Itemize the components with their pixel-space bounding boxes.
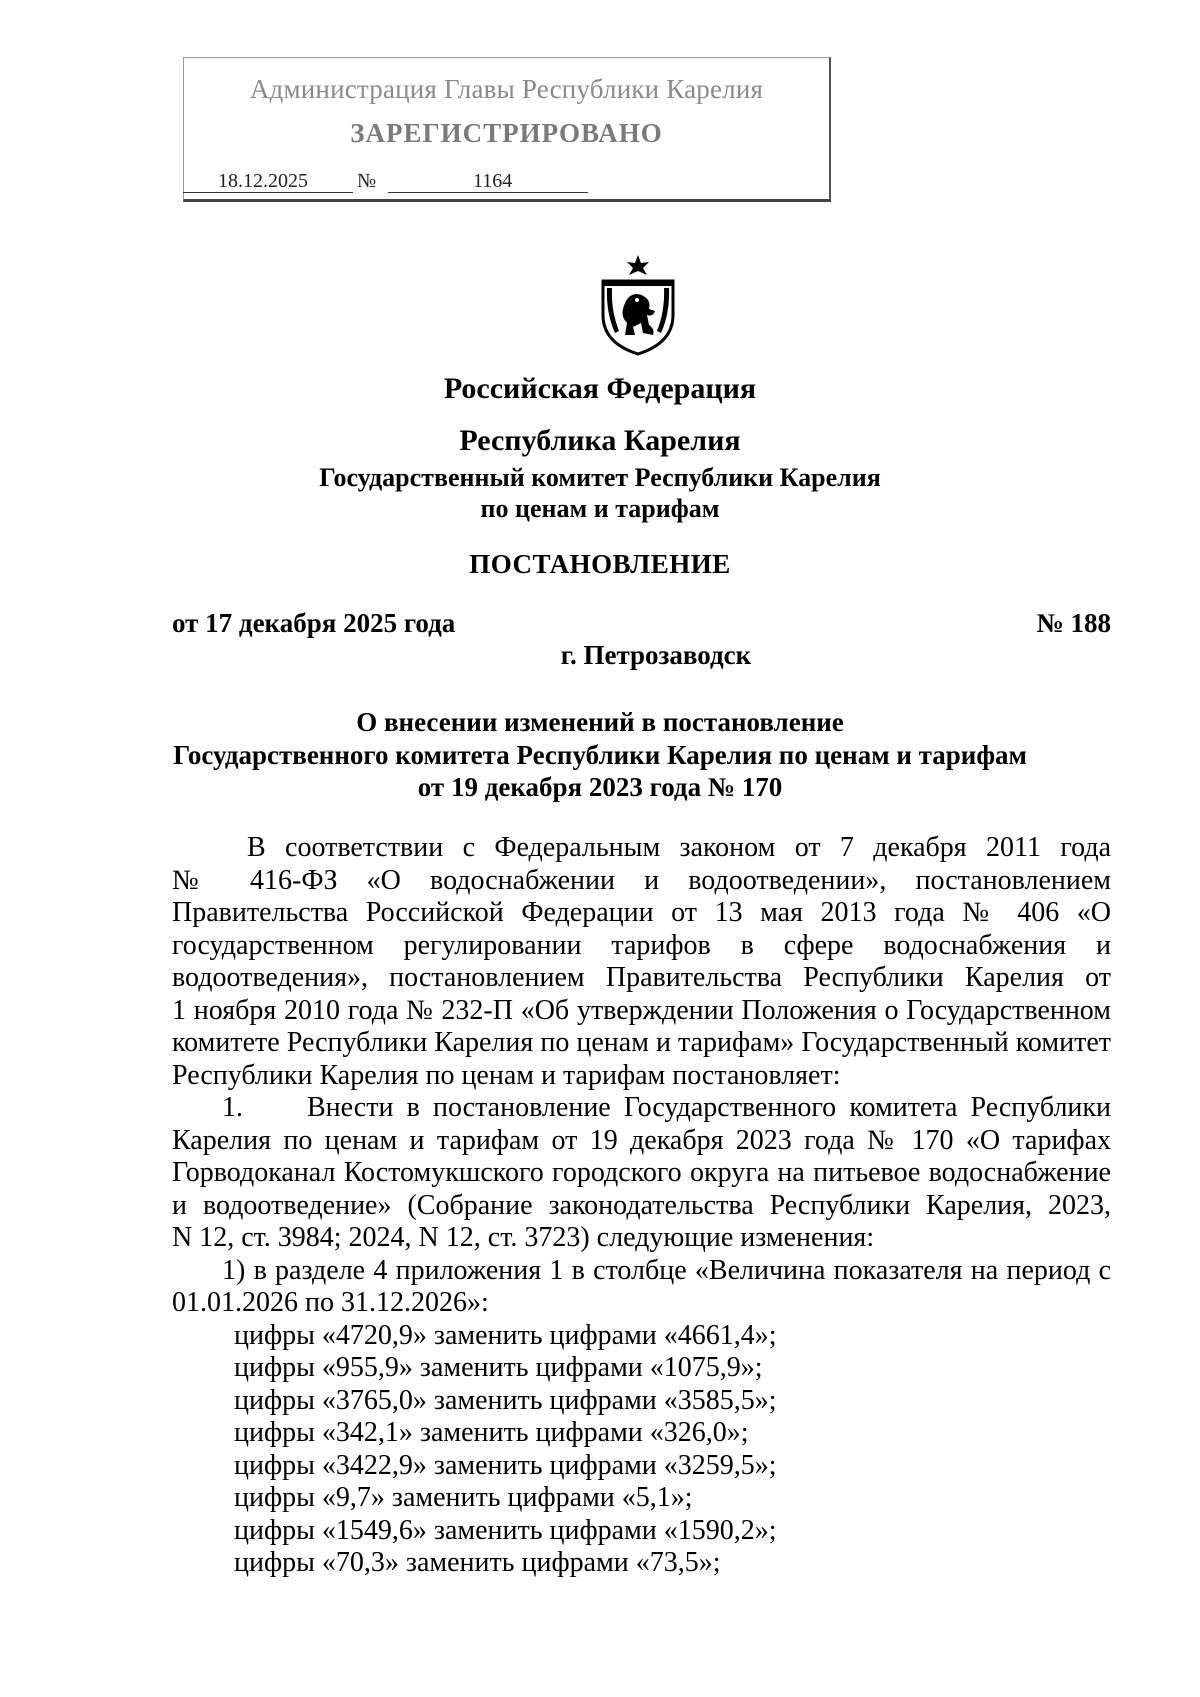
stamp-number: 1164 [473, 170, 513, 192]
country-heading: Российская Федерация [443, 372, 757, 405]
replacement-item: цифры «4720,9» заменить цифрами «4661,4»; [234, 1319, 777, 1351]
committee-heading-line1: Государственный комитет Республики Карелия [319, 463, 881, 492]
subitem-1-first-line: 1) в разделе 4 приложения 1 в столбце «Величина показателя на период с [222, 1254, 1111, 1286]
stamp-authority: Администрация Главы Республики Карелия [249, 74, 764, 104]
preamble-line: 1 ноября 2010 года № 232-П «Об утверждении Положения о Государственном [172, 994, 1111, 1026]
subject-line3: от 19 декабря 2023 года № 170 [417, 772, 783, 802]
item-1-number: 1. [222, 1092, 243, 1123]
replacement-item: цифры «70,3» заменить цифрами «73,5»; [234, 1547, 721, 1578]
stamp-number-underline [388, 192, 588, 193]
subject-line1: О внесении изменений в постановление [356, 707, 844, 737]
karelia-coat-of-arms-icon [593, 253, 683, 358]
decree-city: г. Петрозаводск [560, 640, 752, 670]
replacement-item: цифры «3422,9» заменить цифрами «3259,5»; [234, 1449, 777, 1481]
preamble-line: водоотведения», постановлением Правительства Республики Карелия от [172, 962, 1111, 993]
document-body [172, 832, 1111, 1580]
preamble-line: государственном регулировании тарифов в сфере водоснабжения и [172, 929, 1111, 961]
preamble-line: В соответствии с Федеральным законом от 7 декабря 2011 года [247, 832, 1111, 863]
decree-date: от 17 декабря 2025 года [172, 608, 456, 638]
preamble-line: комитете Республики Карелия по ценам и тарифам» Государственный комитет [172, 1027, 1111, 1058]
stamp-number-sign: № [357, 170, 377, 192]
item-1-first-line [172, 1092, 1111, 1125]
item-1-line: Карелия по ценам и тарифам от 19 декабря 2023 года № 170 «О тарифах [172, 1124, 1111, 1156]
preamble-line: № 416-ФЗ «О водоснабжении и водоотведении», постановлением [172, 864, 1111, 896]
stamp-status: ЗАРЕГИСТРИРОВАНО [350, 118, 663, 148]
item-1-line: и водоотведение» (Собрание законодательства Республики Карелия, 2023, [172, 1189, 1111, 1221]
replacement-item: цифры «1549,6» заменить цифрами «1590,2»; [234, 1514, 777, 1546]
republic-heading: Республика Карелия [459, 424, 741, 457]
subject-line2: Государственного комитета Республики Карелия по ценам и тарифам [173, 740, 1027, 770]
stamp-date: 18.12.2025 [218, 170, 308, 192]
item-1-line: N 12, ст. 3984; 2024, N 12, ст. 3723) следующие изменения: [172, 1222, 875, 1253]
document-type: ПОСТАНОВЛЕНИЕ [469, 549, 731, 579]
replacement-item: цифры «9,7» заменить цифрами «5,1»; [234, 1482, 693, 1513]
replacement-item: цифры «955,9» заменить цифрами «1075,9»; [234, 1352, 763, 1383]
stamp-date-underline [183, 192, 353, 193]
item-1-text: Внести в постановление Государственного комитета Республики [307, 1092, 1111, 1123]
preamble-line: Правительства Российской Федерации от 13 мая 2013 года № 406 «О [172, 897, 1111, 928]
replacement-item: цифры «342,1» заменить цифрами «326,0»; [234, 1417, 749, 1448]
committee-heading-line2: по ценам и тарифам [480, 494, 720, 523]
subitem-1-line: 01.01.2026 по 31.12.2026»: [172, 1287, 489, 1318]
decree-number: № 188 [1036, 608, 1111, 638]
replacement-item: цифры «3765,0» заменить цифрами «3585,5»; [234, 1384, 777, 1416]
preamble-line: Республики Карелия по ценам и тарифам постановляет: [172, 1059, 841, 1091]
item-1-line: Горводоканал Костомукшского городского округа на питьевое водоснабжение [172, 1157, 1111, 1188]
